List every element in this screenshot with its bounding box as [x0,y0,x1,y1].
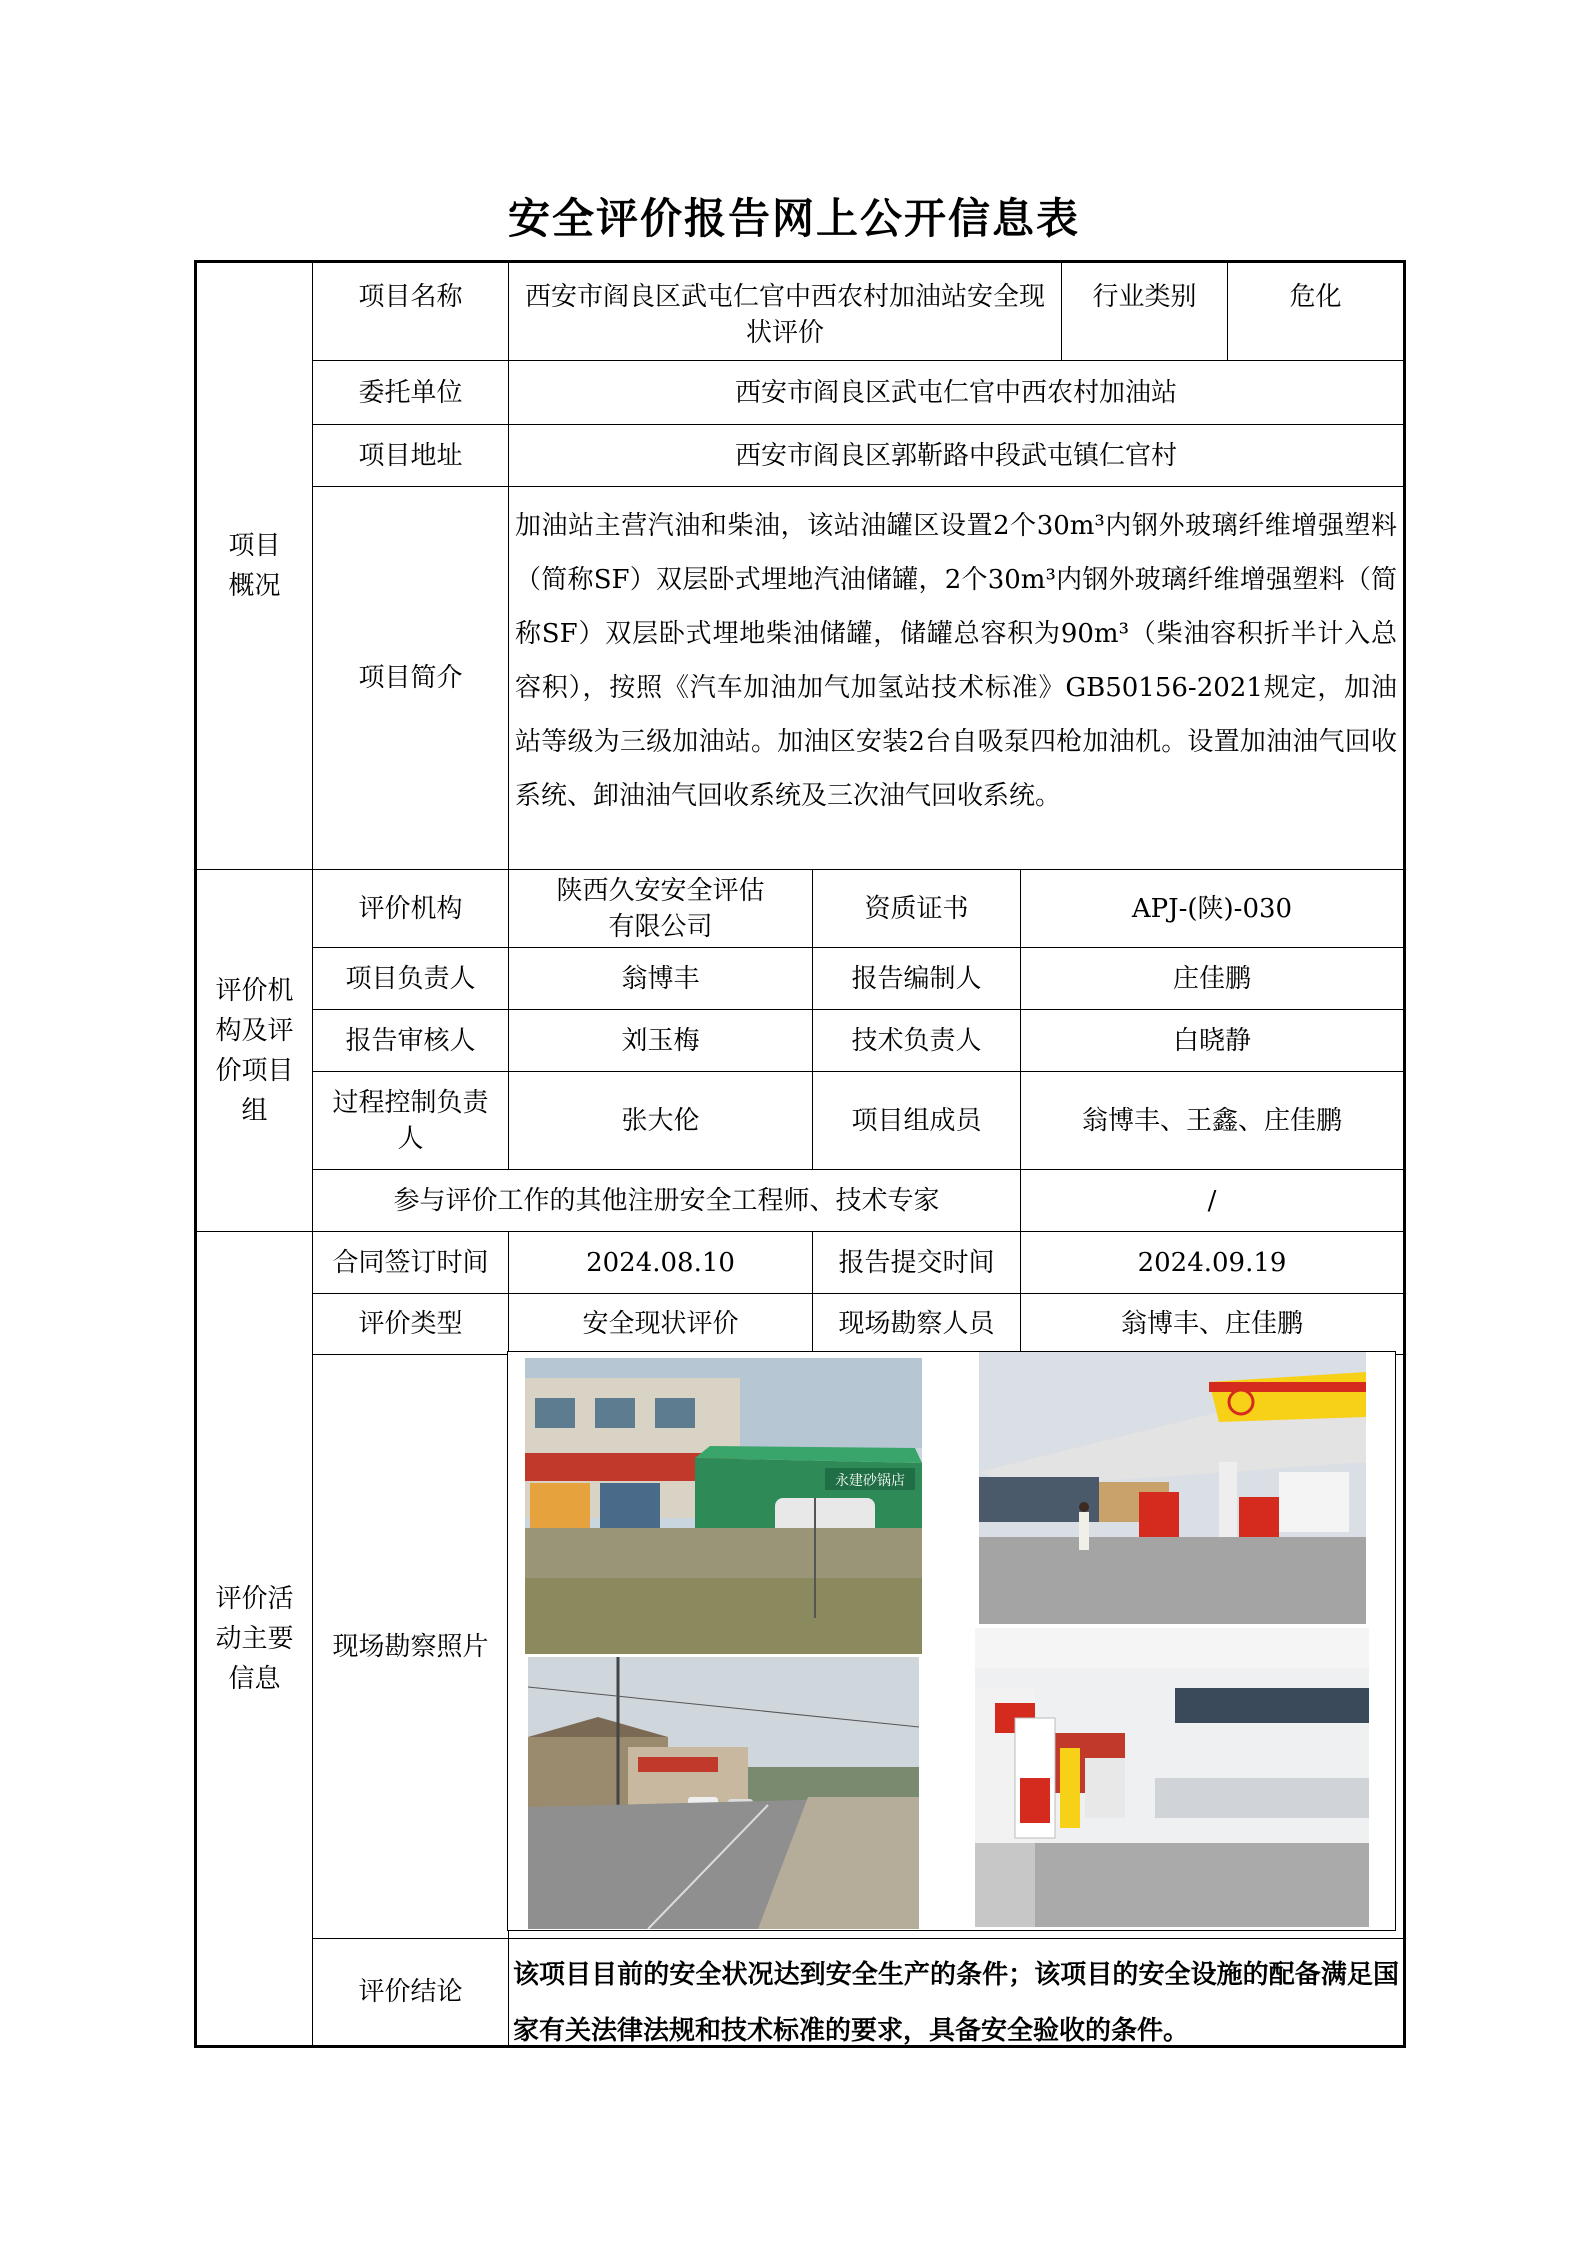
industry-label: 行业类别 [1062,263,1228,361]
inspectors-value: 翁博丰、庄佳鹏 [1021,1294,1403,1355]
process-value: 张大伦 [509,1072,813,1170]
address-label: 项目地址 [313,425,509,487]
conclusion-label: 评价结论 [313,1939,509,2045]
tech-value: 白晓静 [1021,1010,1403,1072]
submit-label: 报告提交时间 [813,1232,1021,1294]
conclusion-value: 该项目目前的安全状况达到安全生产的条件；该项目的安全设施的配备满足国家有关法律法规和技术标准的要求，具备安全验收的条件。 [513,1960,1399,2046]
section-activity-label: 评价活动主要信息 [197,1232,313,2045]
client-value: 西安市阎良区武屯仁官中西农村加油站 [509,361,1403,425]
contract-label: 合同签订时间 [313,1232,509,1294]
author-value: 庄佳鹏 [1021,948,1403,1010]
type-label: 评价类型 [313,1294,509,1355]
site-photo-canopy [979,1352,1366,1624]
contract-value: 2024.08.10 [509,1232,813,1294]
summary-label: 项目简介 [313,487,509,870]
svg-text:永建砂锅店: 永建砂锅店 [835,1473,905,1489]
section-overview-label: 项目概况 [197,263,313,870]
summary-value: 加油站主营汽油和柴油，该站油罐区设置2个30m³内钢外玻璃纤维增强塑料（简称SF）双层卧式埋地汽油储罐，2个30m³内钢外玻璃纤维增强塑料（简称SF）双层卧式埋地柴油储罐，储罐总容积为90m³（柴油容积折半计入总容积），按照《汽车加油加气加氢站技术标准》GB50156-2021规定，加油站等级为三级加油站。加油区安装2台自吸泵四枪加油机。设置加油油气回收系统、卸油油气回收系统及三次油气回收系统。 [509,487,1403,870]
photo-grid [507,1351,1396,1931]
address-value: 西安市阎良区郭靳路中段武屯镇仁官村 [509,425,1403,487]
section-org-label: 评价机构及评价项目组 [197,870,313,1232]
project-name-value: 西安市阎良区武屯仁官中西农村加油站安全现状评价 [509,263,1062,361]
reviewer-label: 报告审核人 [313,1010,509,1072]
tech-label: 技术负责人 [813,1010,1021,1072]
project-name-label: 项目名称 [313,263,509,361]
cert-value: APJ-(陕)-030 [1021,870,1403,948]
page-title: 安全评价报告网上公开信息表 [507,194,1080,243]
client-label: 委托单位 [313,361,509,425]
photos-label: 现场勘察照片 [313,1355,509,1939]
author-label: 报告编制人 [813,948,1021,1010]
agency-value: 陕西久安安全评估有限公司 [509,870,813,948]
site-photo-shop [525,1358,922,1654]
site-photo-dispensers [975,1628,1369,1927]
process-label: 过程控制负责人 [313,1072,509,1170]
inspectors-label: 现场勘察人员 [813,1294,1021,1355]
members-label: 项目组成员 [813,1072,1021,1170]
lead-label: 项目负责人 [313,948,509,1010]
others-label: 参与评价工作的其他注册安全工程师、技术专家 [313,1170,1021,1232]
agency-label: 评价机构 [313,870,509,948]
lead-value: 翁博丰 [509,948,813,1010]
cert-label: 资质证书 [813,870,1021,948]
reviewer-value: 刘玉梅 [509,1010,813,1072]
members-value: 翁博丰、王鑫、庄佳鹏 [1021,1072,1403,1170]
submit-value: 2024.09.19 [1021,1232,1403,1294]
site-photo-street [528,1657,919,1929]
type-value: 安全现状评价 [509,1294,813,1355]
others-value: / [1021,1170,1403,1232]
industry-value: 危化 [1228,263,1403,361]
